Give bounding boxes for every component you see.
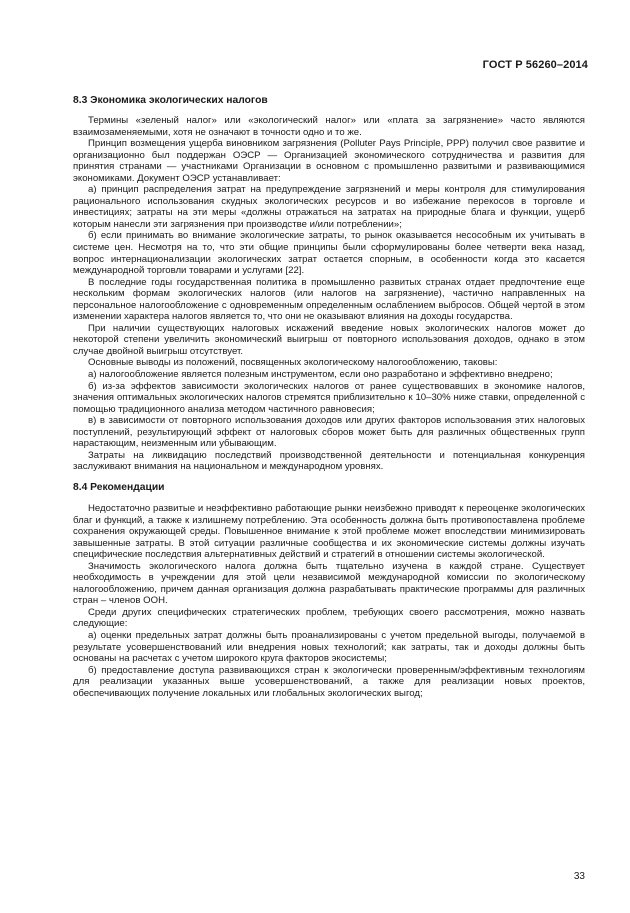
paragraph: Затраты на ликвидацию последствий производственной деятельности и потенциальная конкуренция заслуживают внимания на национальном и международном уровнях. (73, 449, 585, 473)
paragraph: В последние годы государственная политика в промышленно развитых странах отдает предпочтение еще нескольким формам экологических налогов (или налогов на загрязнение), частично направленных на персональное налогообложение с одновременным определенным ослаблением выбросов. Общей чертой в этом изменении характера налогов является то, что они не оказывают влияния на доходы государства. (73, 276, 585, 323)
paragraph: Среди других специфических стратегических проблем, требующих своего рассмотрения, можно назвать следующие: (73, 606, 585, 630)
section-8-4-title: 8.4 Рекомендации (73, 481, 165, 493)
paragraph: б) предоставление доступа развивающихся стран к экологически проверенным/эффективным технологиям для реализации указанных выше усовершенствований, а также для реализации новых проектов, обеспечивающих получение локальных или глобальных экологических выгод; (73, 664, 585, 699)
paragraph: а) налогообложение является полезным инструментом, если оно разработано и эффективно внедрено; (88, 369, 553, 381)
paragraph: Принцип возмещения ущерба виновником загрязнения (Polluter Pays Principle, PPP) получил свое развитие и организационно был поддержан ОЭСР — Организацией экономического сотрудничества и развития для принятия странами — участниками Организации в основном с промышленно развитыми и развивающимися экономиками. Документ ОЭСР устанавливает: (73, 138, 585, 184)
section-8-3-title: 8.3 Экономика экологических налогов (73, 95, 268, 106)
paragraph: а) оценки предельных затрат должны быть проанализированы с учетом предельной выгоды, получаемой в результате усовершенствований или внедрения новых технологий; как затраты, так и доходы должны быть основаны на расчетах с учетом широкого круга факторов экосистемы; (73, 629, 585, 665)
paragraph: Недостаточно развитые и неэффективно работающие рынки неизбежно приводят к переоценке экологических благ и функций, а также к излишнему потреблению. Эта особенность должна быть противопоставлена проблеме сохранения окружающей среды. Повышенное внимание к этой проблеме может впоследствии минимизировать завышенные затраты. В этой ситуации различные сообщества и их экономические системы должны изучать специфические последствия альтернативных действий и стратегий в отношении системы экологической. (73, 502, 585, 561)
paragraph: б) если принимать во внимание экологические затраты, то рынок оказывается несособным их учитывать в системе цен. Несмотря на то, что эти общие принципы были сформулированы более четверти века назад, вопрос интернационализации экологических затрат остается спорным, в особенности когда это касается международной торговли товарами и услугами [22]. (73, 230, 585, 277)
standard-code-header: ГОСТ Р 56260–2014 (482, 59, 588, 71)
page-content (73, 95, 585, 699)
paragraph: б) из-за эффектов зависимости экологических налогов от ранее существовавших в экономике налогов, значения оптимальных экологических налогов стремятся приблизительно к 10–30% ниже ставки, определенной с помощью традиционного анализа методом частичного равновесия; (73, 380, 585, 415)
paragraph: Значимость экологического налога должна быть тщательно изучена в каждой стране. Существует необходимость в учреждении для этой цели независимой международной комиссии по экологическому налогообложению, причем данная организация должна разрабатывать практические программы для различных стран – членов ООН. (73, 560, 585, 607)
paragraph: Основные выводы из положений, посвященных экологическому налогообложению, таковы: (88, 357, 498, 369)
paragraph: а) принцип распределения затрат на предупреждение загрязнений и меры контроля для стимулирования рационального использования скудных экологических ресурсов и во избежание перекосов в торговле и инвестициях; затраты на эти меры «должны отражаться на затратах на природные блага и функции, ущерб которым нанесли эти загрязнения при производстве и/или потреблении»; (73, 184, 585, 230)
paragraph: Термины «зеленый налог» или «экологический налог» или «плата за загрязнение» часто являются взаимозаменяемыми, хотя не означают в точности одно и то же. (73, 115, 585, 138)
page-number: 33 (573, 871, 585, 882)
paragraph: При наличии существующих налоговых искажений введение новых экологических налогов может до некоторой степени увеличить экономический выигрыш от повторного использования доходов, однако в этом случае двойной выигрыш отсутствует. (73, 322, 585, 357)
paragraph: в) в зависимости от повторного использования доходов или других факторов использования этих налоговых поступлений, результирующий эффект от налоговых сборов может быть для различных общественных групп нарастающим, неизменным или убывающим. (73, 415, 585, 450)
